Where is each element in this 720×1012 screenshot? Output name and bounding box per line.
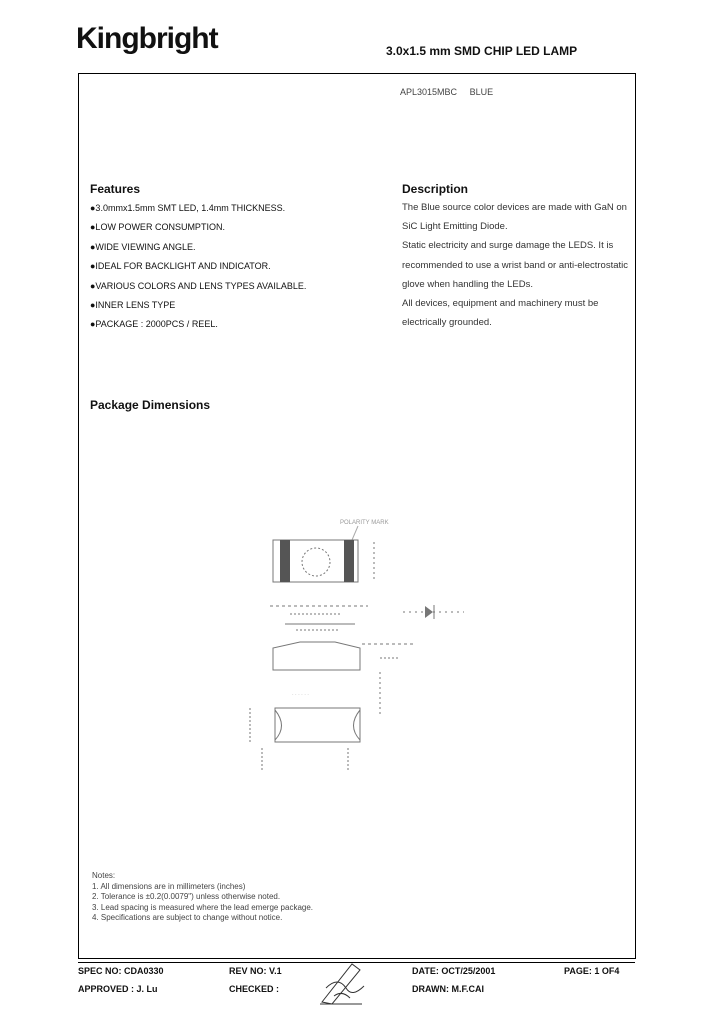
feature-item: ●LOW POWER CONSUMPTION.: [90, 222, 225, 233]
feature-item: ●3.0mmx1.5mm SMT LED, 1.4mm THICKNESS.: [90, 203, 286, 213]
signature-stamp: [316, 958, 368, 1008]
feature-item: ●VARIOUS COLORS AND LENS TYPES AVAILABLE.: [90, 280, 307, 291]
part-number: APL3015MBC: [400, 87, 458, 97]
feature-item: ●PACKAGE : 2000PCS / REEL.: [90, 319, 218, 330]
note-item: 1. All dimensions are in millimeters (inches): [92, 881, 246, 891]
page-number: PAGE: 1 OF4: [564, 966, 620, 976]
description-line: electrically grounded.: [402, 317, 492, 329]
description-text: [402, 202, 638, 336]
svg-text:· · · · · ·: · · · · · ·: [292, 692, 309, 698]
bottom-view-outline: [275, 708, 360, 742]
features-heading: Features: [90, 182, 141, 196]
notes-block: [92, 871, 313, 924]
brand-logo: Kingbright: [76, 22, 218, 55]
side-view-outline: [273, 642, 360, 670]
features-list: [90, 202, 306, 338]
package-dimensions-drawing: [240, 510, 480, 780]
document-date: DATE: OCT/25/2001: [412, 966, 496, 976]
approved-by: APPROVED : J. Lu: [78, 984, 158, 994]
description-line: The Blue source color devices are made with GaN on: [402, 202, 627, 213]
checked-by: CHECKED :: [229, 984, 280, 994]
feature-item: ●INNER LENS TYPE: [90, 299, 176, 310]
feature-item: ●IDEAL FOR BACKLIGHT AND INDICATOR.: [90, 261, 271, 272]
part-number-line: [400, 87, 493, 97]
feature-item: ●WIDE VIEWING ANGLE.: [90, 241, 196, 252]
drawn-by: DRAWN: M.F.CAI: [412, 984, 484, 994]
description-line: glove when handling the LEDs.: [402, 278, 533, 290]
document-title: 3.0x1.5 mm SMD CHIP LED LAMP: [386, 44, 578, 58]
description-line: SiC Light Emitting Diode.: [402, 221, 508, 233]
part-color: BLUE: [469, 87, 494, 97]
spec-number: SPEC NO: CDA0330: [78, 966, 164, 976]
revision-number: REV NO: V.1: [229, 966, 282, 976]
description-heading: Description: [402, 182, 469, 196]
description-line: All devices, equipment and machinery must be: [402, 297, 599, 309]
notes-title: Notes:: [92, 871, 116, 880]
description-line: recommended to use a wrist band or anti-electrostatic: [402, 259, 628, 271]
package-dimensions-heading: Package Dimensions: [90, 398, 211, 412]
note-item: 3. Lead spacing is measured where the lead emerge package.: [92, 902, 314, 912]
description-line: Static electricity and surge damage the LEDS. It is: [402, 240, 614, 252]
note-item: 2. Tolerance is ±0.2(0.0079") unless otherwise noted.: [92, 892, 281, 901]
polarity-mark-label: POLARITY MARK: [340, 520, 389, 526]
note-item: 4. Specifications are subject to change without notice.: [92, 913, 283, 922]
diode-symbol-icon: [425, 606, 433, 618]
